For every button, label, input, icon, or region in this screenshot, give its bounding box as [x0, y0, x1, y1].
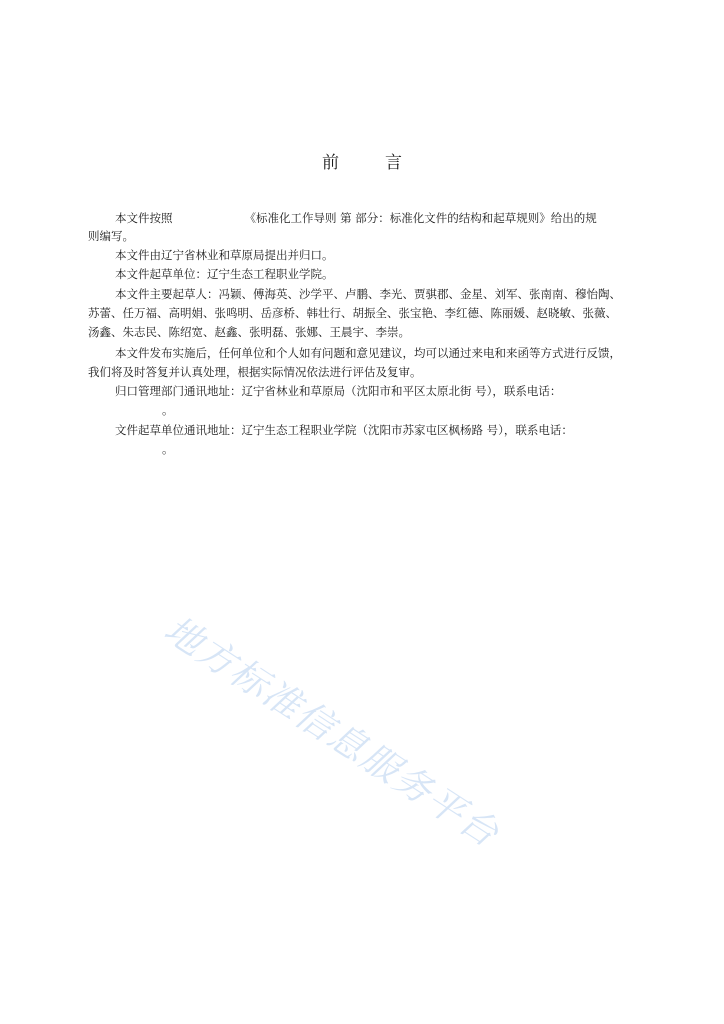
paragraph-1-start: 本文件按照	[115, 211, 173, 225]
paragraph-6-cont: 。	[162, 403, 174, 417]
paragraph-5: 本文件发布实施后，任何单位和个人如有问题和意见建议，均可以通过来电和来函等方式进行反馈，	[115, 346, 621, 360]
page-title	[0, 148, 724, 173]
paragraph-1-cont: 则编写。	[88, 229, 134, 243]
watermark: 地方标准信息服务平台	[156, 607, 508, 857]
paragraph-1	[115, 210, 597, 226]
paragraph-2: 本文件由辽宁省林业和草原局提出并归口。	[115, 248, 334, 262]
paragraph-6: 归口管理部门通讯地址：辽宁省林业和草原局（沈阳市和平区太原北街 号），联系电话：	[115, 384, 562, 398]
paragraph-7: 文件起草单位通讯地址：辽宁生态工程职业学院（沈阳市苏家屯区枫杨路 号），联系电话：	[115, 423, 573, 437]
title-char-1: 前	[322, 153, 339, 173]
paragraph-7-cont: 。	[162, 442, 174, 456]
paragraph-3: 本文件起草单位：辽宁生态工程职业学院。	[115, 267, 334, 281]
paragraph-5-cont: 我们将及时答复并认真处理，根据实际情况依法进行评估及复审。	[88, 365, 422, 379]
paragraph-1-standard-ref: 《标准化工作导则 第 部分：标准化文件的结构和起草规则》给出的规	[244, 211, 597, 225]
paragraph-4: 本文件主要起草人：冯颖、傅海英、沙学平、卢鹏、李光、贾骐郡、金星、刘军、张南南、穆怡陶、	[115, 287, 621, 301]
paragraph-4-cont-2: 汤鑫、朱志民、陈绍宽、赵鑫、张明磊、张娜、王晨宇、李崇。	[88, 325, 410, 339]
paragraph-4-cont-1: 苏蕾、任万福、高明娟、张鸣明、岳彦桥、韩壮行、胡振全、张宝艳、李红德、陈丽媛、赵晓敏、张薇、	[88, 306, 617, 320]
title-char-2: 言	[385, 153, 402, 173]
